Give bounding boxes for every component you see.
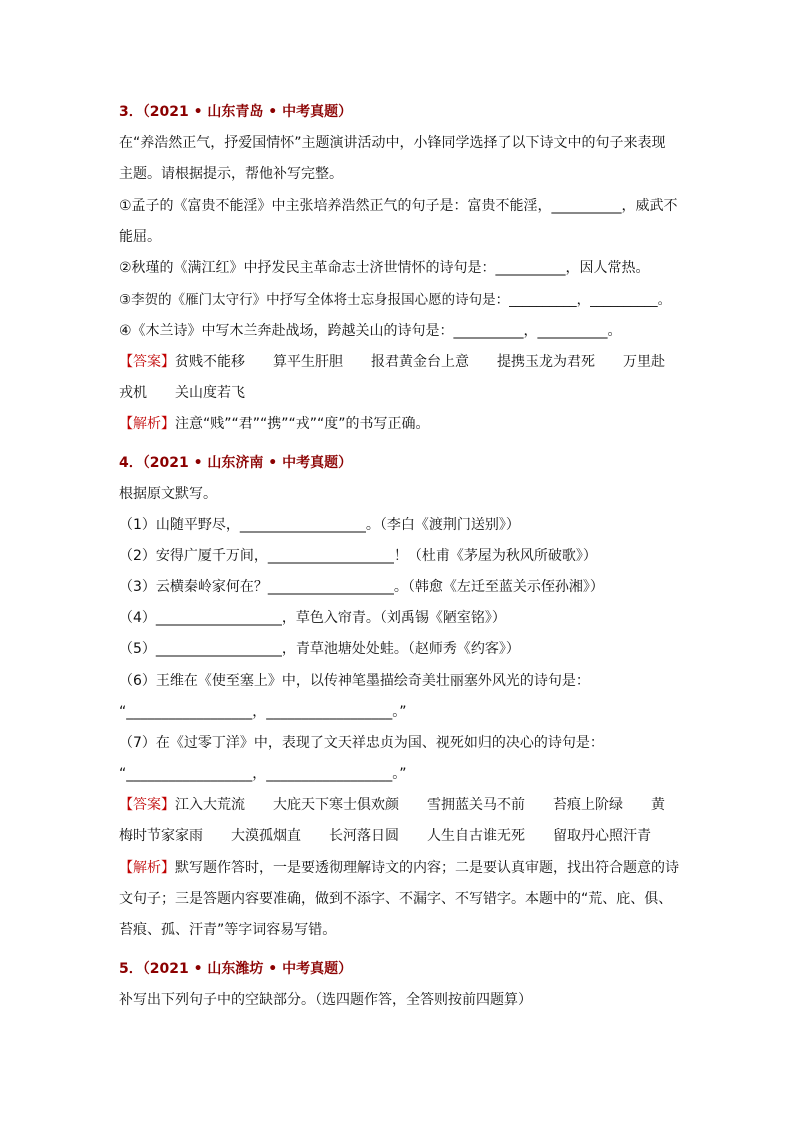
question-3-text-line: ④《木兰诗》中写木兰奔赴战场，跨越关山的诗句是：__________，__________。 [119, 323, 622, 339]
question-3-analysis-line [119, 414, 430, 434]
question-3-text-line: ②秋瑾的《满江红》中抒发民主革命志士济世情怀的诗句是：__________，因人常热。 [119, 260, 650, 276]
question-4-text-line: （4）__________________，草色入帘青。（刘禹锡《陋室铭》） [119, 610, 506, 626]
answer-tag: 【答案】 [119, 354, 175, 370]
question-4-analysis-line: 文句子；三是答题内容要准确，做到不添字、不漏字、不写错字。本题中的“荒、庇、俱、 [119, 891, 673, 907]
question-4-text-line: （6）王维在《使至塞上》中，以传神笔墨描绘奇美壮丽塞外风光的诗句是： [119, 673, 590, 689]
analysis-text: 注意“贱”“君”“携”“戎”“度”的书写正确。 [175, 416, 430, 432]
question-4-answer-line: 梅时节家家雨 大漠孤烟直 长河落日圆 人生自古谁无死 留取丹心照汗青 [119, 828, 651, 844]
question-3-header: 3．（2021 • 山东青岛 • 中考真题） [119, 104, 353, 120]
question-5-text-line: 补写出下列句子中的空缺部分。（选四题作答，全答则按前四题算） [119, 992, 532, 1008]
question-4-analysis-line: 苔痕、孤、汗青”等字词容易写错。 [119, 922, 337, 938]
question-4-text-line: “__________________，__________________。” [119, 766, 407, 782]
question-3-text-line: 能屈。 [119, 229, 161, 245]
analysis-tag: 【解析】 [119, 860, 175, 876]
answer-text: 江入大荒流 大庇天下寒士俱欢颜 雪拥蓝关马不前 苔痕上阶绿 黄 [175, 797, 665, 813]
question-4-header: 4．（2021 • 山东济南 • 中考真题） [119, 455, 353, 471]
question-3-text-line: 在“养浩然正气，抒爱国情怀”主题演讲活动中，小锋同学选择了以下诗文中的句子来表现 [119, 135, 666, 151]
question-4-answer-line [119, 795, 665, 815]
analysis-text: 默写题作答时，一是要透彻理解诗文的内容；二是要认真审题，找出符合题意的诗 [175, 860, 679, 876]
analysis-tag: 【解析】 [119, 416, 175, 432]
answer-tag: 【答案】 [119, 797, 175, 813]
question-4-text-line: 根据原文默写。 [119, 486, 217, 502]
question-4-analysis-line [119, 858, 679, 878]
question-3-text-line: 主题。请根据提示，帮他补写完整。 [119, 166, 343, 182]
question-4-text-line: （7）在《过零丁洋》中，表现了文天祥忠贞为国、视死如归的决心的诗句是： [119, 735, 604, 751]
question-3-answer-line [119, 352, 665, 372]
question-3-answer-line: 戎机 关山度若飞 [119, 385, 245, 401]
question-5-header: 5．（2021 • 山东潍坊 • 中考真题） [119, 961, 353, 977]
answer-text: 贫贱不能移 算平生肝胆 报君黄金台上意 提携玉龙为君死 万里赴 [175, 354, 665, 370]
question-4-text-line: （5）__________________，青草池塘处处蛙。（赵师秀《约客》） [119, 641, 520, 657]
question-3-text-line: ③李贺的《雁门太守行》中抒写全体将士忘身报国心愿的诗句是：__________，__________。 [119, 292, 672, 308]
question-4-text-line: （2）安得广厦千万间，__________________！（杜甫《茅屋为秋风所破歌》） [119, 548, 597, 564]
question-4-text-line: “__________________，__________________。” [119, 704, 407, 720]
question-3-text-line: ①孟子的《富贵不能淫》中主张培养浩然正气的句子是：富贵不能淫，__________，威武不 [119, 198, 678, 214]
question-4-text-line: （1）山随平野尽，__________________。（李白《渡荆门送别》） [119, 517, 520, 533]
question-4-text-line: （3）云横秦岭家何在？__________________。（韩愈《左迁至蓝关示侄孙湘》） [119, 579, 604, 595]
